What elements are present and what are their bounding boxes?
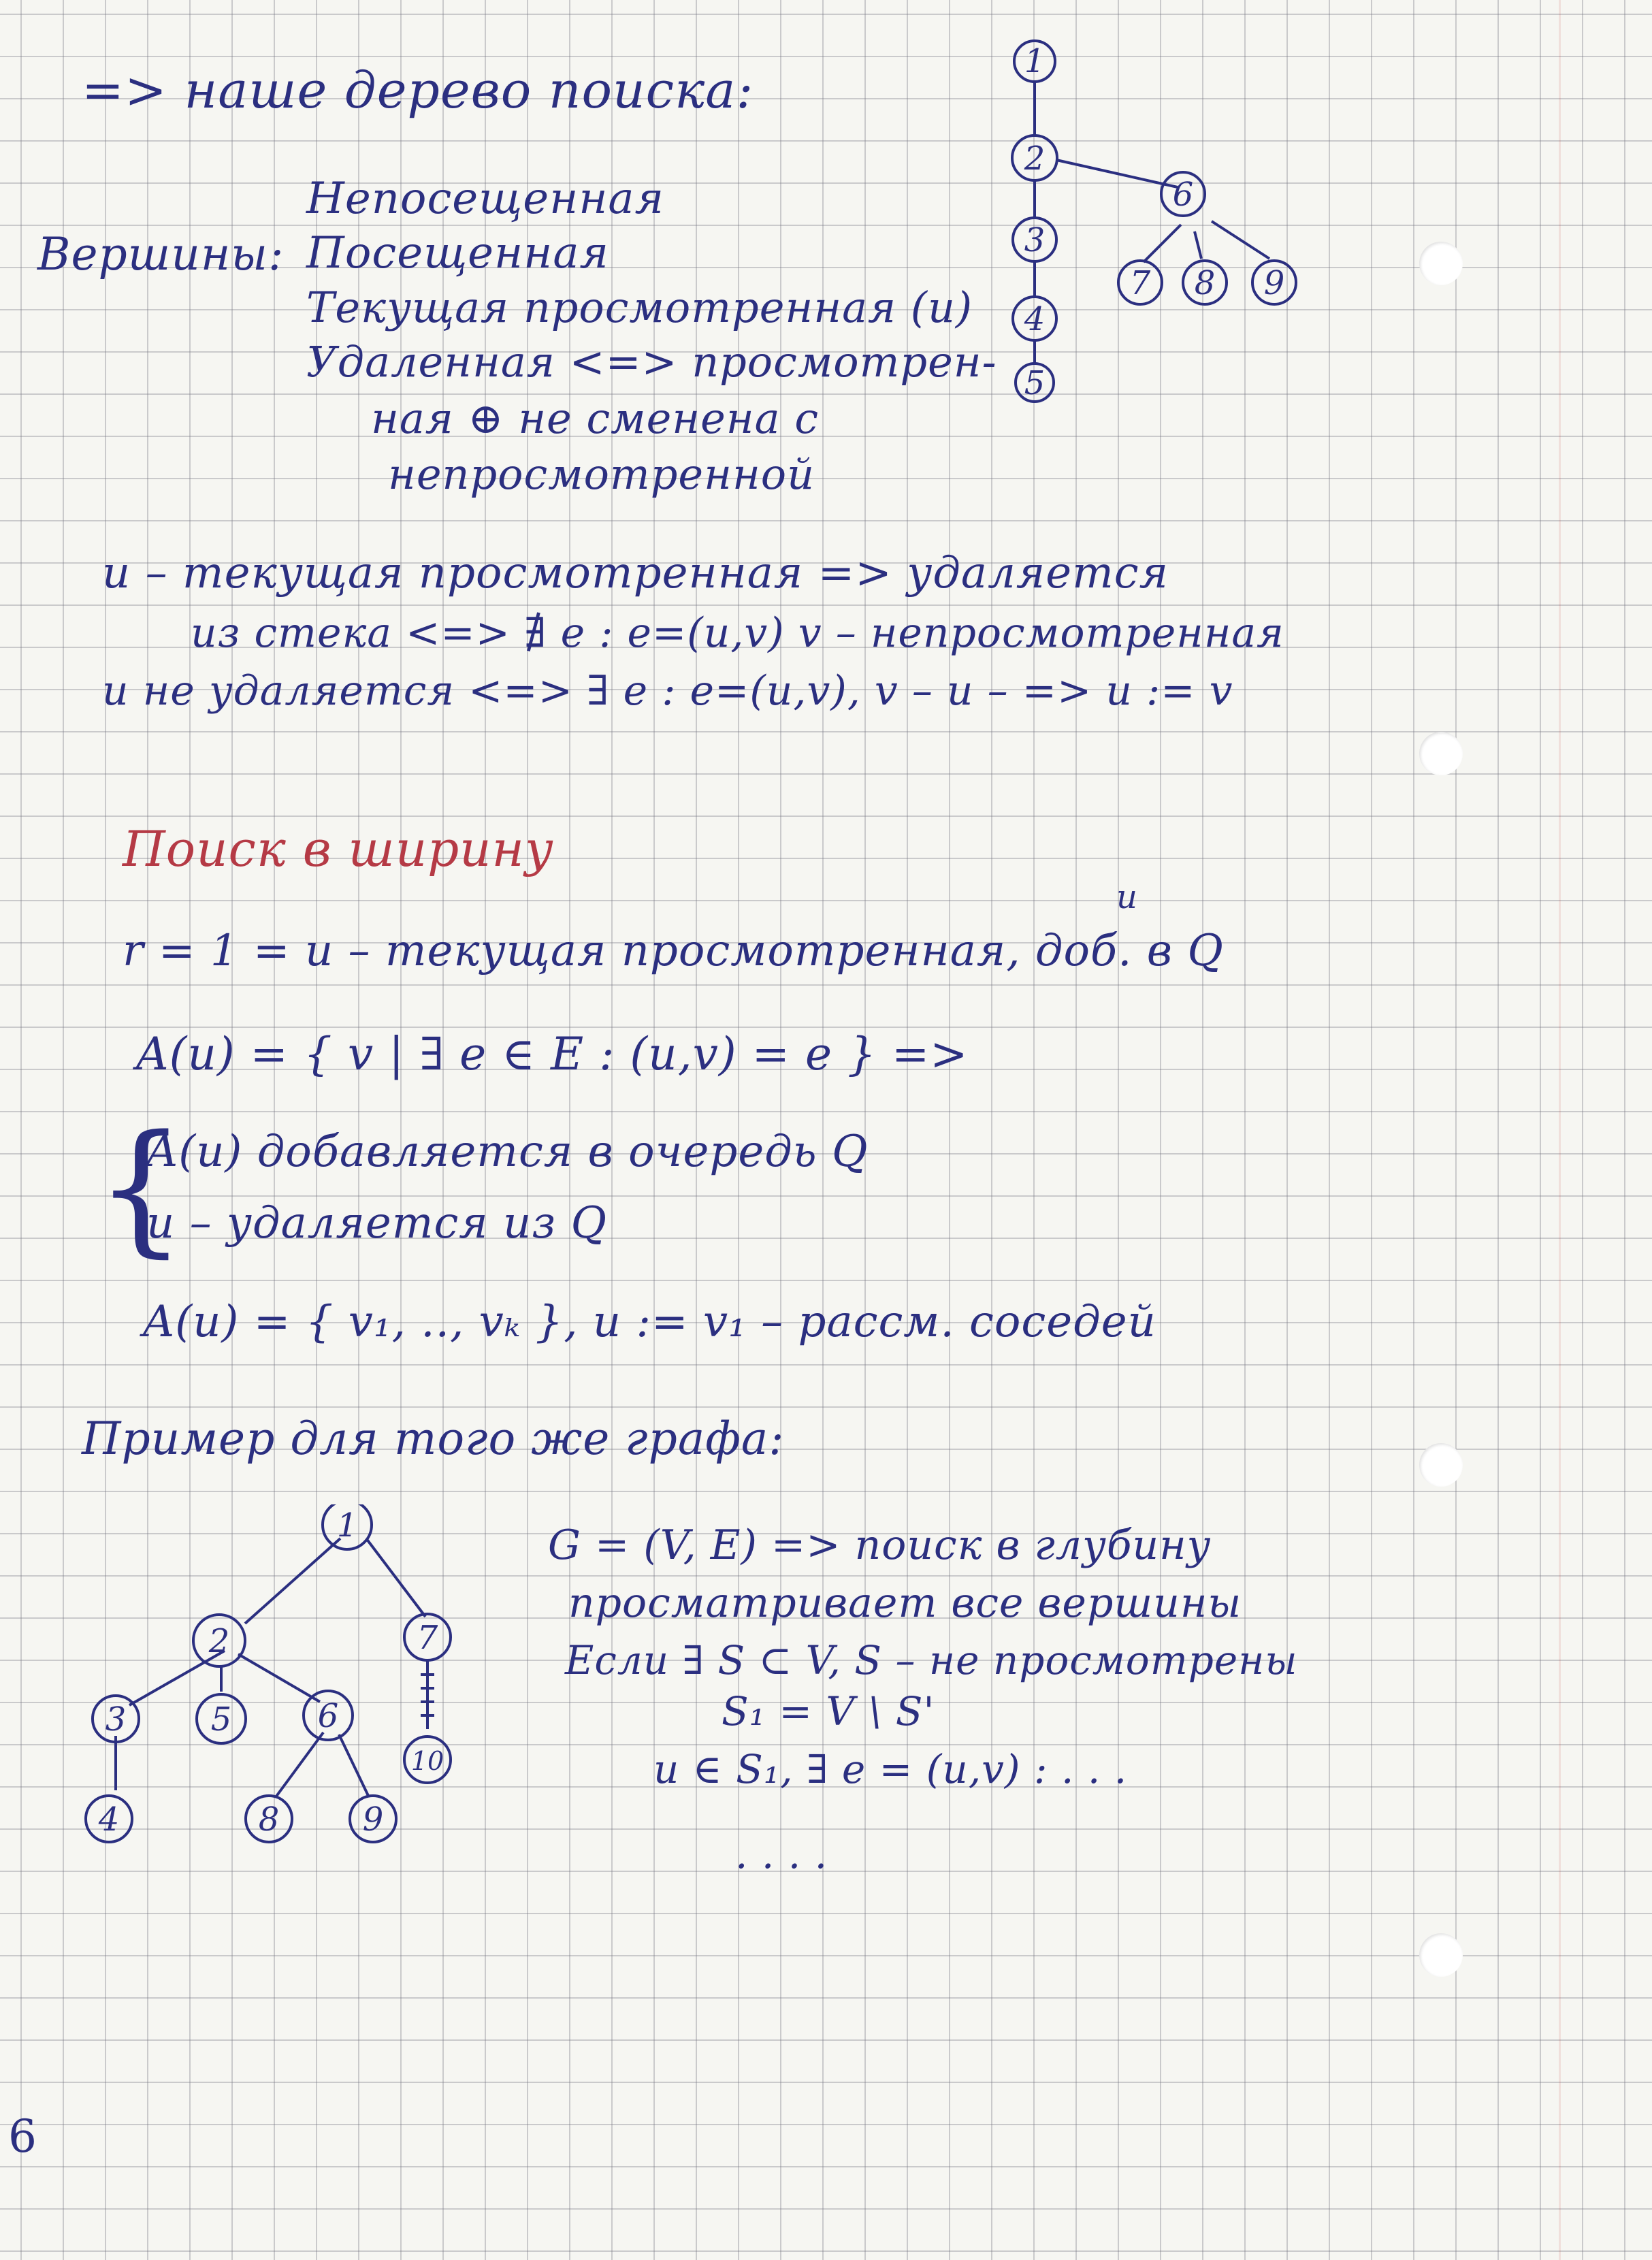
tree1-edge-2-6 xyxy=(1056,160,1178,187)
search-tree-diagram xyxy=(1007,27,1327,422)
bfs-line-2: A(u) = { v | ∃ e ∈ E : (u,v) = e } => xyxy=(136,1028,969,1080)
example-text-line-5: u ∈ S₁, ∃ e = (u,v) : . . . xyxy=(653,1746,1128,1792)
tree1-label-5: 5 xyxy=(1024,364,1046,402)
tree2-edge-1-7 xyxy=(366,1538,425,1617)
tree2-label-8: 8 xyxy=(258,1801,280,1839)
example-text-line-1: G = (V, E) => поиск в глубину xyxy=(548,1521,1212,1569)
tree2-label-9: 9 xyxy=(362,1801,384,1839)
vertex-type-visited: Посещенная xyxy=(306,228,609,278)
punch-hole-1 xyxy=(1419,242,1463,285)
vertex-type-unvisited: Непосещенная xyxy=(306,174,664,224)
current-rule-line-3: и не удаляется <=> ∃ e : e=(u,v), v – u – => u := v xyxy=(102,667,1233,715)
vertices-label: Вершины: xyxy=(37,228,285,280)
tree1-label-6: 6 xyxy=(1172,176,1194,214)
bfs-brace: { xyxy=(95,1104,187,1271)
tree2-label-7: 7 xyxy=(417,1619,438,1657)
example-text-line-4: S₁ = V \ S' xyxy=(722,1688,935,1734)
vertex-type-removed-1: Удаленная <=> просмотрен- xyxy=(306,337,997,387)
tree1-label-8: 8 xyxy=(1194,264,1216,302)
tree2-edge-6-9 xyxy=(339,1734,369,1797)
tree1-edge-6-7 xyxy=(1144,225,1181,262)
margin-line xyxy=(1559,0,1561,2260)
tree2-label-2: 2 xyxy=(208,1622,230,1660)
page-number: 6 xyxy=(8,2110,37,2163)
tree1-edge-6-8 xyxy=(1195,231,1201,259)
tree2-label-5: 5 xyxy=(210,1700,232,1739)
current-rule-line-1: u – текущая просмотренная => удаляется xyxy=(102,548,1169,598)
bfs-line-1-superscript: u xyxy=(1116,878,1138,916)
bfs-line-1: r = 1 = u – текущая просмотренная, доб. в Q xyxy=(123,926,1224,976)
tree2-edge-2-6 xyxy=(238,1654,320,1702)
tree2-label-1: 1 xyxy=(336,1506,358,1545)
tree2-label-3: 3 xyxy=(105,1700,127,1739)
tree1-label-2: 2 xyxy=(1024,140,1046,178)
tree1-label-4: 4 xyxy=(1024,300,1046,338)
tree1-label-7: 7 xyxy=(1129,264,1151,302)
tree1-label-9: 9 xyxy=(1263,264,1285,302)
tree2-label-6: 6 xyxy=(317,1697,339,1735)
punch-hole-3 xyxy=(1419,1443,1463,1487)
tree1-label-1: 1 xyxy=(1024,42,1046,80)
tree1-label-3: 3 xyxy=(1024,221,1046,259)
vertex-type-current: Текущая просмотренная (u) xyxy=(306,282,973,332)
tree1-edge-6-9 xyxy=(1212,221,1269,259)
punch-hole-2 xyxy=(1419,732,1463,775)
bfs-line-4: u – удаляется из Q xyxy=(146,1198,607,1248)
bfs-line-5: A(u) = { v₁, .., vₖ }, u := v₁ – рассм. соседей xyxy=(143,1297,1156,1347)
search-tree-heading: => наше дерево поиска: xyxy=(82,61,754,120)
bfs-title: Поиск в ширину xyxy=(123,820,554,877)
tree2-edge-1-2 xyxy=(245,1538,340,1624)
example-text-line-3: Если ∃ S ⊂ V, S – не просмотрены xyxy=(565,1637,1298,1683)
tree2-label-10: 10 xyxy=(410,1746,444,1776)
tree2-label-4: 4 xyxy=(98,1801,120,1839)
example-text-line-2: просматривает все вершины xyxy=(568,1579,1242,1627)
example-text-line-6: . . . . xyxy=(735,1831,828,1877)
vertex-type-removed-3: непросмотренной xyxy=(388,449,815,499)
example-title: Пример для того же графа: xyxy=(82,1412,785,1465)
vertex-type-removed-2: ная ⊕ не сменена с xyxy=(371,393,820,443)
example-graph-diagram xyxy=(48,1504,470,1858)
tree2-edge-6-8 xyxy=(276,1732,323,1797)
punch-hole-4 xyxy=(1419,1933,1463,1977)
bfs-line-3: A(u) добавляется в очередь Q xyxy=(146,1127,869,1177)
current-rule-line-2: из стека <=> ∄ e : e=(u,v) v – непросмотренная xyxy=(191,609,1284,657)
